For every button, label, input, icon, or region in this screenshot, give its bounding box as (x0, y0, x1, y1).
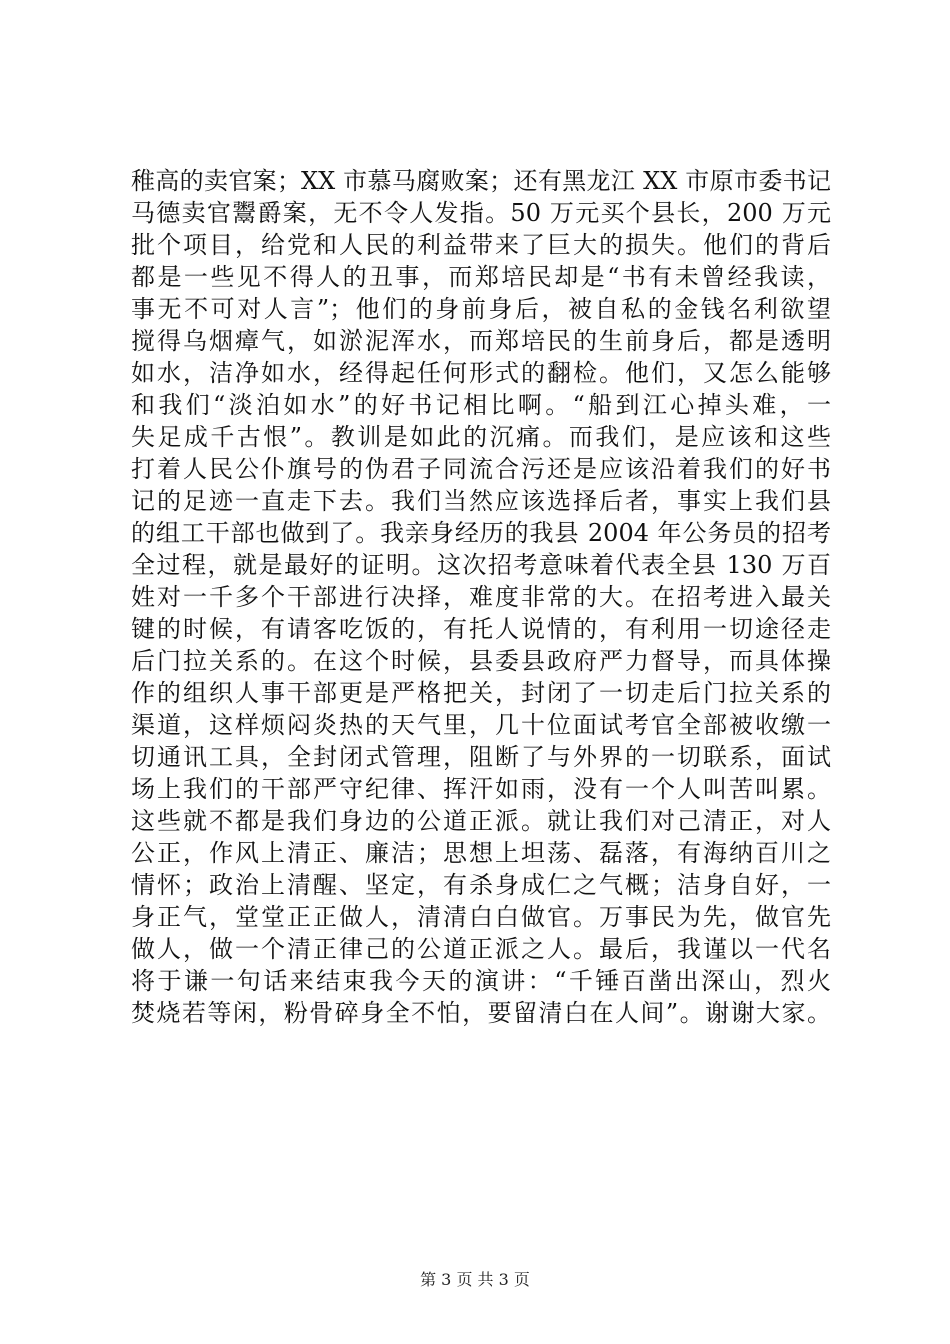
text-line: 键的时候，有请客吃饭的，有托人说情的，有利用一切途径走 (131, 615, 831, 643)
text-line: 的组工干部也做到了。我亲身经历的我县 2004 年公务员的招考 (131, 519, 831, 547)
text-line: 批个项目，给党和人民的利益带来了巨大的损失。他们的背后 (131, 231, 831, 259)
body-text (131, 165, 831, 1029)
text-line: 稚高的卖官案；XX 市慕马腐败案；还有黑龙江 XX 市原市委书记 (131, 167, 831, 195)
text-line: 这些就不都是我们身边的公道正派。就让我们对己清正，对人 (131, 807, 831, 835)
text-line: 做人，做一个清正律己的公道正派之人。最后，我谨以一代名 (131, 935, 831, 963)
text-line: 身正气，堂堂正正做人，清清白白做官。万事民为先，做官先 (131, 903, 831, 931)
text-line: 姓对一千多个干部进行决择，难度非常的大。在招考进入最关 (131, 583, 831, 611)
text-line: 马德卖官鬻爵案，无不令人发指。50 万元买个县长，200 万元 (131, 199, 831, 227)
text-line: 情怀；政治上清醒、坚定，有杀身成仁之气概；洁身自好，一 (131, 871, 831, 899)
text-line: 切通讯工具，全封闭式管理，阻断了与外界的一切联系，面试 (131, 743, 831, 771)
text-line: 作的组织人事干部更是严格把关，封闭了一切走后门拉关系的 (131, 679, 831, 707)
text-line: 渠道，这样烦闷炎热的天气里，几十位面试考官全部被收缴一 (131, 711, 831, 739)
page-footer: 第 3 页 共 3 页 (420, 1270, 530, 1289)
text-line: 事无不可对人言”；他们的身前身后，被自私的金钱名利欲望 (131, 295, 831, 323)
text-line: 公正，作风上清正、廉洁；思想上坦荡、磊落，有海纳百川之 (131, 839, 831, 867)
text-line: 全过程，就是最好的证明。这次招考意味着代表全县 130 万百 (131, 551, 831, 579)
text-line: 失足成千古恨”。教训是如此的沉痛。而我们，是应该和这些 (131, 423, 831, 451)
text-line: 打着人民公仆旗号的伪君子同流合污还是应该沿着我们的好书 (131, 455, 831, 483)
text-line: 记的足迹一直走下去。我们当然应该选择后者，事实上我们县 (131, 487, 831, 515)
text-line: 和我们“淡泊如水”的好书记相比啊。“船到江心掉头难，一 (131, 391, 831, 419)
text-line: 焚烧若等闲，粉骨碎身全不怕，要留清白在人间”。谢谢大家。 (131, 999, 831, 1027)
text-line: 场上我们的干部严守纪律、挥汗如雨，没有一个人叫苦叫累。 (131, 775, 831, 803)
text-line: 如水，洁净如水，经得起任何形式的翻检。他们，又怎么能够 (131, 359, 831, 387)
text-line: 都是一些见不得人的丑事，而郑培民却是“书有未曾经我读， (131, 263, 831, 291)
text-line: 后门拉关系的。在这个时候，县委县政府严力督导，而具体操 (131, 647, 831, 675)
text-line: 搅得乌烟瘴气，如淤泥浑水，而郑培民的生前身后，都是透明 (131, 327, 831, 355)
text-line: 将于谦一句话来结束我今天的演讲：“千锤百凿出深山，烈火 (131, 967, 831, 995)
